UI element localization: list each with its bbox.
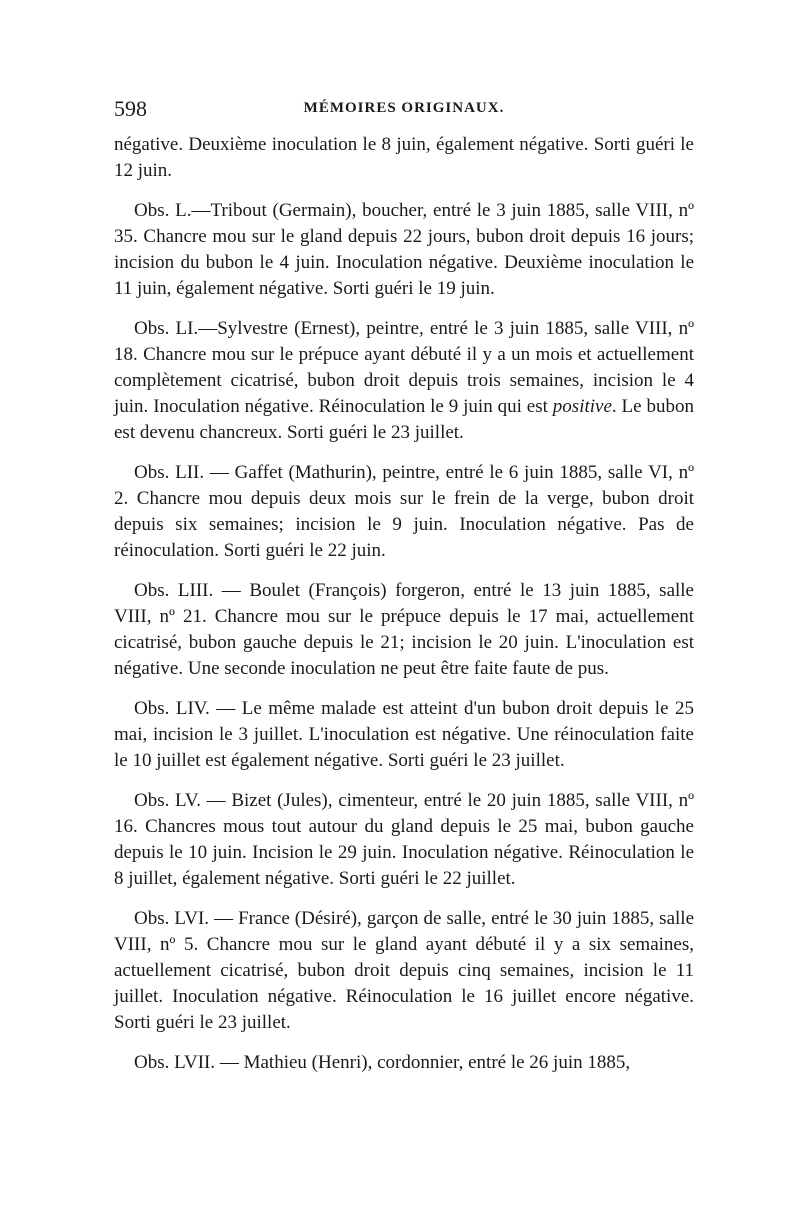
running-head: MÉMOIRES ORIGINAUX.	[303, 100, 505, 116]
observation-li	[114, 316, 694, 446]
page-number: 598	[114, 96, 147, 121]
paragraph-continuation: négative. Deuxième inoculation le 8 juin, également négative. Sorti guéri le 12 juin.	[114, 134, 694, 181]
observation-lv: Obs. LV. — Bizet (Jules), cimenteur, entré le 20 juin 1885, salle VIII, nº 16. Chancres mous tout autour du gland depuis le 25 mai, bubon gauche depuis le 10 juin. Incision le 29 juin. Inoculation négative. Réinoculation le 8 juillet, également négative. Sorti guéri le 22 juillet.	[114, 790, 694, 889]
observation-lvii: Obs. LVII. — Mathieu (Henri), cordonnier, entré le 26 juin 1885,	[134, 1052, 631, 1073]
observation-lii: Obs. LII. — Gaffet (Mathurin), peintre, entré le 6 juin 1885, salle VI, nº 2. Chancre mou depuis deux mois sur le frein de la verge, bubon droit depuis six semaines; incision le 9 juin. Inoculation négative. Pas de réinoculation. Sorti guéri le 22 juin.	[114, 462, 694, 561]
observation-li-text-before: Obs. LI.—Sylvestre (Ernest), peintre, entré le 3 juin 1885, salle VIII, nº 18. Chancre mou sur le prépuce ayant débuté il y a un mois et actuellement complètement cicatrisé, bubon droit depuis trois semaines, incision le 4 juin. Inoculation négative. Réinoculation le 9 juin qui est	[114, 318, 694, 417]
observation-li-text-after: . Le bubon est devenu chancreux. Sorti guéri le 23 juillet.	[114, 396, 694, 443]
observation-l: Obs. L.—Tribout (Germain), boucher, entré le 3 juin 1885, salle VIII, nº 35. Chancre mou sur le gland depuis 22 jours, bubon droit depuis 16 jours; incision du bubon le 4 juin. Inoculation négative. Deuxième inoculation le 11 juin, également négative. Sorti guéri le 19 juin.	[114, 200, 694, 299]
emphasis-positive: positive	[552, 396, 612, 417]
page-header	[114, 96, 694, 126]
observation-liii: Obs. LIII. — Boulet (François) forgeron, entré le 13 juin 1885, salle VIII, nº 21. Chancre mou sur le prépuce depuis le 17 mai, actuellement cicatrisé, bubon gauche depuis le 21; incision le 20 juin. L'inoculation est négative. Une seconde inoculation ne peut être faite faute de pus.	[114, 580, 694, 679]
observation-liv: Obs. LIV. — Le même malade est atteint d'un bubon droit depuis le 25 mai, incision le 3 juillet. L'inoculation est négative. Une réinoculation faite le 10 juillet est également négative. Sorti guéri le 23 juillet.	[114, 698, 694, 771]
page-body	[114, 132, 694, 1076]
observation-lvi: Obs. LVI. — France (Désiré), garçon de salle, entré le 30 juin 1885, salle VIII, nº 5. Chancre mou sur le gland ayant débuté il y a six semaines, actuellement cicatrisé, bubon droit depuis cinq semaines, incision le 11 juillet. Inoculation négative. Réinoculation le 16 juillet encore négative. Sorti guéri le 23 juillet.	[114, 908, 694, 1033]
